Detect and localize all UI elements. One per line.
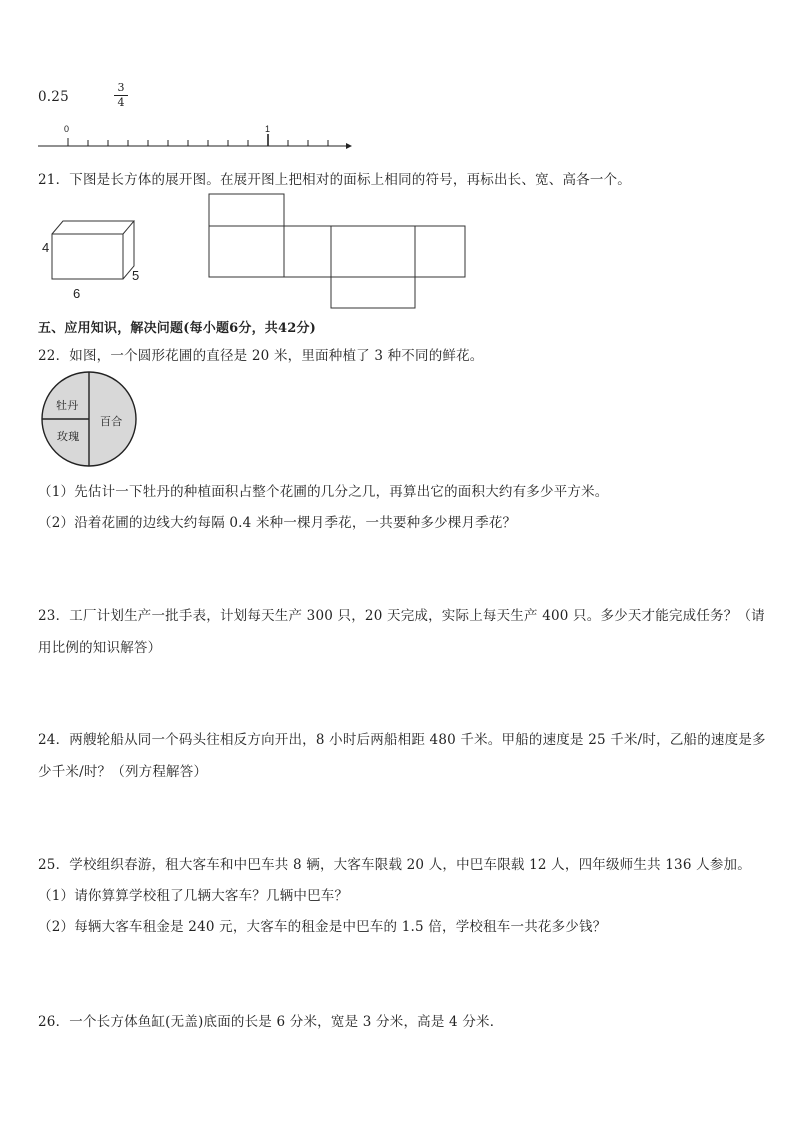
question-22: 22．如图，一个圆形花圃的直径是 20 米，里面种植了 3 种不同的鲜花。 [38,348,484,364]
question-22-part-1: （1）先估计一下牡丹的种植面积占整个花圃的几分之几，再算出它的面积大约有多少平方米。 [38,484,609,500]
question-24-line-2: 少千米/时？（列方程解答） [38,764,208,780]
cuboid-width-label: 5 [132,268,140,283]
question-21: 21．下图是长方体的展开图。在展开图上把相对的面标上相同的符号，再标出长、宽、高各一个。 [38,172,631,188]
cuboid-length-label: 6 [73,286,81,301]
question-25: 25．学校组织春游，租大客车和中巴车共 8 辆，大客车限载 20 人，中巴车限载 12 人，四年级师生共 136 人参加。 [38,857,751,873]
region-label-lily: 百合 [100,415,123,428]
region-label-rose: 玫瑰 [57,430,80,443]
question-22-part-2: （2）沿着花圃的边线大约每隔 0.4 米种一棵月季花，一共要种多少棵月季花？ [38,515,517,531]
question-23-line-2: 用比例的知识解答） [38,640,162,656]
question-25-part-1: （1）请你算算学校租了几辆大客车？几辆中巴车？ [38,888,349,904]
cuboid-net [209,194,465,308]
fraction-numerator: 3 [117,81,125,94]
question-25-part-2: （2）每辆大客车租金是 240 元，大客车的租金是中巴车的 1.5 倍，学校租车一共花多少钱？ [38,919,607,935]
tick-label-one: 1 [265,124,271,134]
cuboid-figure [52,221,134,279]
numberline-value-decimal: 0.25 [38,89,69,105]
cuboid-height-label: 4 [42,240,50,255]
region-label-peony: 牡丹 [56,399,79,412]
number-line [38,134,352,149]
fraction-denominator: 4 [117,96,125,109]
tick-label-zero: 0 [64,124,70,134]
question-26: 26．一个长方体鱼缸(无盖)底面的长是 6 分米，宽是 3 分米，高是 4 分米． [38,1014,504,1030]
question-24-line-1: 24．两艘轮船从同一个码头往相反方向开出，8 小时后两船相距 480 千米。甲船的速度是 25 千米/时，乙船的速度是多 [38,732,766,748]
question-23-line-1: 23．工厂计划生产一批手表，计划每天生产 300 只，20 天完成，实际上每天生产 400 只。多少天才能完成任务？（请 [38,608,765,624]
section-five-heading: 五、应用知识，解决问题(每小题6分，共42分) [38,321,317,336]
